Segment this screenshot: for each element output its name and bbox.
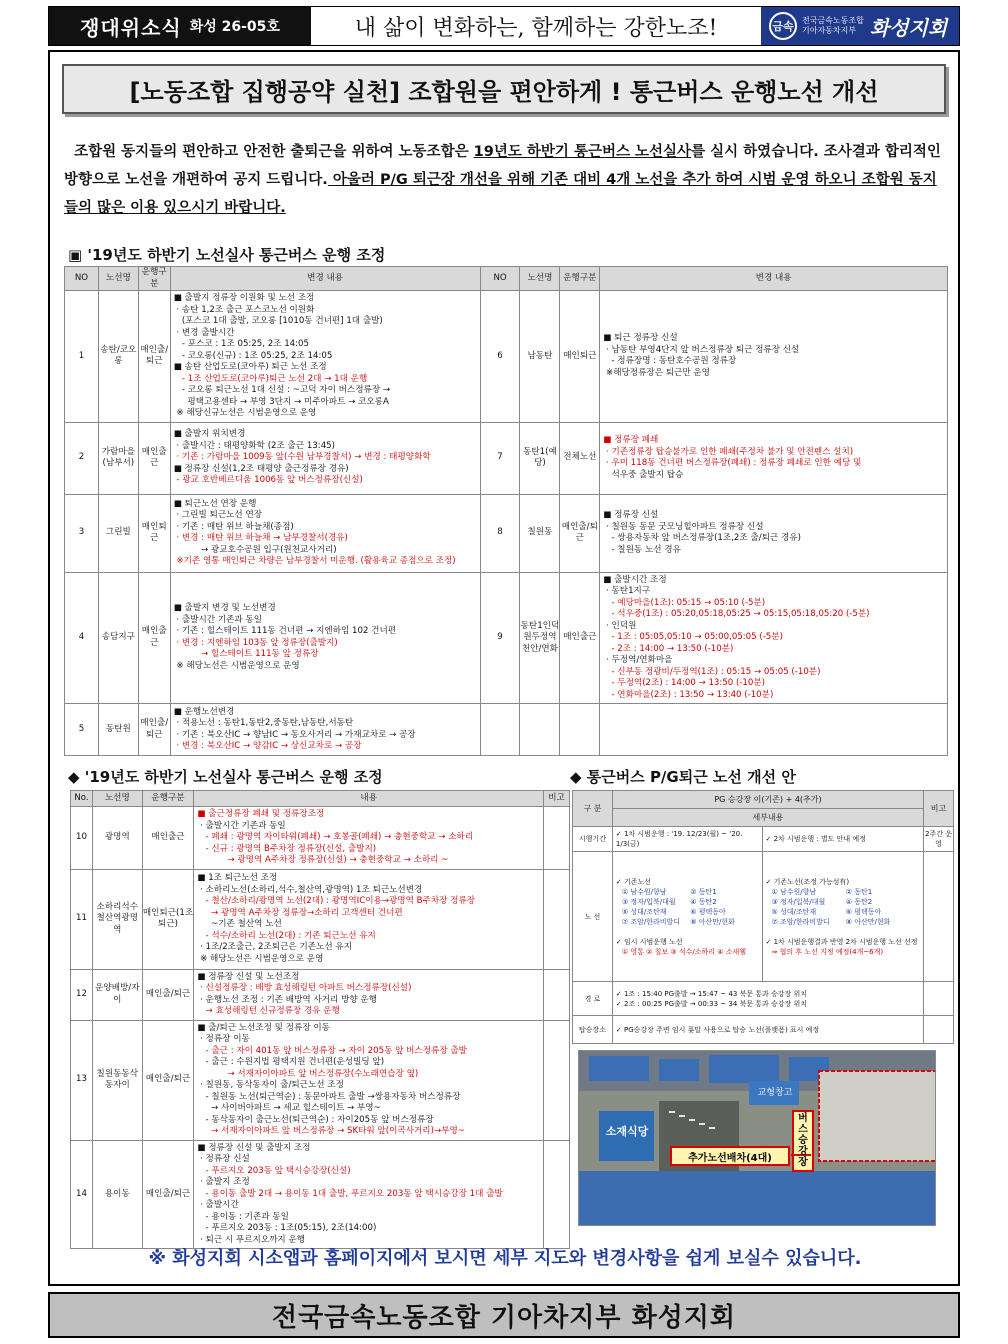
content-line: - 용이동 : 기존과 동일 [197, 1211, 289, 1222]
pg-route-item: ⑤ 성대/조탄재 [621, 907, 667, 916]
intro-text-2: 를 실시 하였습니다. 조사결과 합리적인 방향으로 노선을 개편하여 공지 드립니다. [64, 144, 941, 188]
content-line: ■ 운행노선변경 [173, 706, 235, 717]
table-row [65, 572, 948, 704]
row-no: 9 [480, 572, 520, 704]
row-no: 5 [65, 704, 99, 756]
main-frame [48, 50, 960, 1286]
pg-existing-title: ✓ 기존노선 [615, 877, 652, 886]
content-line: - 예당마을(1조): 05:15 → 05:10 (-5분) [603, 597, 766, 608]
content-line: ■ 1조 퇴근노선 조정 [197, 873, 278, 883]
row-route: 그린빌 [98, 494, 138, 572]
content-line: ■ 출발지 위치변경 [173, 429, 246, 440]
row-type: 매인출근 [138, 422, 170, 494]
content-line: - 신규 : 광명역 B주차장 정류장(신설, 출발지) [197, 843, 377, 854]
content-line: → 사이버아파트 → 세교 힐스테이트 → 부영~ [197, 1103, 381, 1113]
pg-period-a: ✓ 1차 시범운행 : '19. 12/23(월) ~ '20. 1/3(금) [612, 827, 762, 852]
content-line: ※ 해당노선은 시범운영으로 운영 [197, 953, 324, 964]
content-line: - 두정역(2조) : 14:00 → 13:50 (-10분) [603, 678, 766, 688]
org-line1: 전국금속노동조합 [802, 16, 864, 25]
content-line: - 코오롱(신규) : 1조 05:25, 2조 14:05 [173, 350, 333, 361]
content-line: - 신부동 정광비/두정역(1조) : 05:15 → 05:05 (-10분) [603, 666, 821, 677]
pg-routes-bigo [924, 852, 954, 982]
content-line: ■ 정류장 신설(1,2조 태평양 출근정류장 경유) [173, 463, 349, 474]
content-line: · 출발시간 기존과 동일 [197, 820, 286, 831]
pg-header-row-1 [573, 791, 954, 809]
table-row [71, 869, 570, 969]
pg-label-routes: 노 선 [573, 852, 613, 982]
aerial-label-building1: 소재식당 [605, 1125, 649, 1138]
pg-route-item: ② 동탄1 [845, 887, 873, 896]
pg-existing-list [616, 887, 759, 927]
content-line: · 칠원동 동문 굿모닝힐아파트 정류장 신설 [603, 521, 764, 532]
content-line: · 기존 : 힐스테이트 111동 건너편 → 지엔하임 102 건너편 [173, 626, 397, 637]
pg-second-title: ✓ 1차 시범운행결과 반영 2차 시범운행 노선 선정 [765, 937, 918, 946]
row-route: 칠원동동삭동자이 [92, 1020, 142, 1140]
pg-boarding-bigo [924, 1016, 954, 1044]
content-line: ■ 정류장 신설 및 노선조정 [197, 971, 300, 982]
row-no: 3 [65, 494, 99, 572]
pg-row-period [573, 827, 954, 852]
content-line: · 정류장 신설 [197, 1154, 250, 1164]
pg-period-note: 2주간 운영 [924, 827, 954, 852]
content-line: - 연화마을(2조) : 13:50 → 13:40 (-10분) [603, 689, 774, 700]
section2-title: ◆ '19년도 하반기 노선실사 통근버스 운행 조정 [68, 768, 383, 786]
content-line: · 기존정류장 탑승불가로 인한 폐쇄(주정차 불가 및 안전펜스 설치) [603, 446, 854, 457]
row-no: 4 [65, 572, 99, 704]
content-line: ■ 퇴근노선 연장 운행 [173, 498, 257, 509]
aerial-label-building2: 교형창고 [757, 1088, 793, 1098]
content-line: ※ 해당노선은 시범운영으로 운영 [173, 660, 300, 671]
row-route: 남동탄 [520, 291, 560, 423]
content-line: - 출근 : 수원지법 평택지원 건너편(운성빌딩 앞) [197, 1057, 385, 1067]
row-type: 매인출근 [560, 572, 600, 704]
content-line: ■ 정류장 신설 및 출발지 조정 [197, 1142, 311, 1153]
row-bigo [544, 1140, 570, 1249]
org-branch: 화성지회 [869, 15, 948, 40]
pg-route-item: ⑦ 조암/한라비발디 [621, 917, 681, 926]
table-row [65, 422, 948, 494]
row-content [170, 494, 480, 572]
content-line: ■ 송탄 산업도로(코아루) 퇴근 노선 조정 [173, 362, 327, 372]
pg-header-main: PG 승강장 이(기존) + 4(추가) [612, 791, 923, 809]
newsletter-header [48, 6, 960, 46]
row-type: 매인출/퇴근 [138, 291, 170, 423]
table2-header-cell: 내용 [194, 791, 544, 807]
row-content [170, 704, 480, 756]
content-line: - 정류장명 : 동탄호수공원 정류장 [603, 356, 737, 367]
content-line: → 효성해링턴 신규정류장 경유 운행 [197, 1006, 340, 1016]
intro-paragraph [64, 138, 944, 222]
empty-cell [480, 704, 520, 756]
org-logo-block [761, 7, 959, 45]
content-line: - 푸르지오 203동 : 1조(05:15), 2조(14:00) [197, 1223, 377, 1233]
page-title: [노동조합 집행공약 실천] 조합원을 편안하게 ! 통근버스 운행노선 개선 [62, 64, 946, 114]
content-line: → 힐스테이트 111동 앞 정류장 [173, 649, 319, 660]
pg-period-b: ✓ 2차 시범운행 : 별도 안내 예정 [762, 827, 924, 852]
row-route: 송탄/코오롱 [98, 291, 138, 423]
row-type: 매인출/퇴근 [560, 494, 600, 572]
content-line: ■ 출발지 정류장 이원화 및 노선 조정 [173, 293, 315, 303]
content-line: ■ 출발지 변경 및 노선변경 [173, 603, 276, 614]
pg-row-boarding [573, 1016, 954, 1044]
aerial-label-added: 추가노선배차(4대) [688, 1153, 772, 1164]
newsletter-name: 쟁대위소식 [80, 15, 182, 40]
row-no: 6 [480, 291, 520, 423]
table1-header-cell: 변경 내용 [170, 267, 480, 291]
row-type: 전체노선 [560, 422, 600, 494]
row-type: 매인출근 [142, 807, 194, 870]
content-line: · 두정역/연화마을 [603, 655, 673, 665]
content-line: - 포스코 : 1조 05:25, 2조 14:05 [173, 339, 309, 349]
row-route: 동탄1인덕원두정역천안/연화 [520, 572, 560, 704]
pg-path-1: ✓ 1조 : 15:40 PG출발 → 15:47 ~ 43 북문 통과 승강장 위치 [615, 989, 808, 998]
row-no: 1 [65, 291, 99, 423]
pg-row-path [573, 982, 954, 1016]
row-content [194, 807, 544, 870]
content-line: - 광교 호반베르디움 1006동 앞 버스정류장(신설) [173, 475, 363, 486]
row-no: 14 [71, 1140, 93, 1249]
pg-adjusted-list [766, 887, 921, 927]
footer-org-name: 전국금속노동조합 기아차지부 화성지회 [48, 1292, 960, 1338]
row-no: 10 [71, 807, 93, 870]
row-content [170, 291, 480, 423]
table1-header-cell: NO [480, 267, 520, 291]
content-line: · 인덕원 [603, 620, 637, 631]
route-adjust-table-2 [70, 790, 570, 1249]
pg-route-item: ⑧ 아산만/현화 [845, 917, 891, 926]
content-line: · 기존 : 북오산IC → 향남IC → 동오사거리 → 가재교차로 → 공장 [173, 729, 416, 740]
content-line: ■ 출발시간 조정 [603, 574, 667, 585]
pg-header-bigo: 비고 [924, 791, 954, 827]
content-line: · 정류장 이동 [197, 1034, 250, 1044]
pg-route-table [572, 790, 954, 1044]
content-line: ※기존 영통 매인퇴근 차량은 남부경찰서 미운행. (활용육교 종점으로 조정) [173, 556, 456, 566]
row-route: 광명역 [92, 807, 142, 870]
pg-route-item: ④ 동탄2 [845, 897, 873, 906]
pg-label-boarding: 탑승장소 [573, 1016, 613, 1044]
content-line: · 운행노선 조정 : 기존 배방역 사거리 방향 운행 [197, 994, 378, 1005]
content-line: - 1조 : 05:05,05:10 → 05:00,05:05 (-5분) [603, 632, 783, 642]
pg-path-bigo [924, 982, 954, 1016]
content-line: - 코오롱 퇴근노선 1대 신설 : ~고덕 자이 버스정류장 → [173, 385, 391, 395]
table2-header-cell: 노선명 [92, 791, 142, 807]
content-line: - 출근 : 자이 401동 앞 버스정류장 → 자이 205동 앞 버스정류장 출발 [197, 1045, 467, 1056]
row-type: 매인출/퇴근 [142, 1020, 194, 1140]
empty-cell [600, 704, 948, 756]
pg-path-2: ✓ 2조 : 00:25 PG출발 → 00:33 ~ 34 북문 통과 승강장 위치 [615, 999, 808, 1008]
content-line: · 변경 : 북오산IC → 양감IC → 상신교차로 → 공장 [173, 741, 362, 751]
pg-route-item: ③ 정자/입북/대월 [771, 897, 826, 906]
notice-text: ※ 화성지회 시소앱과 홈페이지에서 보시면 세부 지도와 변경사항을 쉽게 보실수 있습니다. [148, 1248, 862, 1269]
content-line: - 2조 : 14:00 → 13:50 (-10분) [603, 643, 734, 654]
pg-temp-title: ✓ 임시 시범운행 노선 [615, 937, 683, 946]
issue-number: 화성 26-05호 [189, 19, 280, 35]
pg-routes-adjusted [762, 852, 924, 982]
row-type: 매인출/퇴근 [142, 969, 194, 1020]
content-line: → 서재자이아파트 앞 버스정류장(수노래연습장 옆) [197, 1068, 419, 1079]
content-line: ■ 정류장 폐쇄 [603, 435, 659, 445]
content-line: ■ 출근정류장 폐쇄 및 정류장조정 [197, 809, 325, 819]
content-line: - 석우중(1조) : 05:20,05:18,05:25 → 05:15,05:18,05:20 (-5분) [603, 609, 870, 619]
pg-adjusted-title: ✓ 기존노선(조정 가능성有) [765, 877, 850, 886]
pg-routes-existing [612, 852, 762, 982]
pg-route-item: ⑦ 조암/한라비발디 [771, 917, 830, 926]
content-line: - 칠원동 노선 경유 [603, 544, 681, 555]
content-line: ■ 퇴근 정류장 신설 [603, 333, 678, 344]
content-line: · 변경 출발시간 [173, 327, 235, 338]
empty-cell [520, 704, 560, 756]
content-line: · 칠원동, 동삭동자이 출/퇴근노선 조정 [197, 1080, 344, 1090]
content-line: · 적용노선 : 동탄1,동탄2,중동탄,남동탄,서동탄 [173, 718, 354, 728]
content-line: · 기존 : 가람마을 1009동 앞(수원 남부경찰서) → 변경 : 태평양화학 [173, 452, 431, 463]
row-type: 매인출근 [138, 572, 170, 704]
row-bigo [544, 869, 570, 969]
row-content [194, 1140, 544, 1249]
table-row [71, 807, 570, 870]
content-line: → 광교호수공원 입구(원천교사거리) [173, 544, 337, 555]
pg-header-row-2 [573, 809, 954, 827]
table1-header-cell: NO [65, 267, 99, 291]
row-bigo [544, 807, 570, 870]
row-no: 11 [71, 869, 93, 969]
aerial-label-stop: 버스승강장 [798, 1113, 808, 1168]
union-logo-icon: 금속 [769, 12, 797, 40]
row-bigo [544, 969, 570, 1020]
content-line: · 송탄 1,2조 출근 포스코노선 이원화 [173, 304, 315, 315]
table1-header-cell: 노선명 [98, 267, 138, 291]
route-adjust-table-1 [64, 266, 948, 756]
empty-cell [560, 704, 600, 756]
table1-header-cell: 노선명 [520, 267, 560, 291]
row-type: 매인퇴근 [138, 494, 170, 572]
row-content [600, 422, 948, 494]
row-type: 매인출/퇴근 [138, 704, 170, 756]
row-content [194, 1020, 544, 1140]
content-line: · 출발지 조정 [197, 1177, 250, 1187]
content-line: · 퇴근 시 푸르지오까지 운행 [197, 1234, 306, 1245]
row-no: 7 [480, 422, 520, 494]
content-line: - 폐쇄 : 광명역 자이타워(폐쇄) → 호봉골(폐쇄) → 충현중학교 → 소하리 [197, 832, 474, 842]
row-content [170, 422, 480, 494]
row-content [600, 572, 948, 704]
row-no: 2 [65, 422, 99, 494]
pg-route-item: ⑧ 아산만/현화 [690, 917, 735, 926]
row-route: 용이동 [92, 1140, 142, 1249]
intro-underline-2: 아울러 P/G 퇴근장 개선을 위해 기존 대비 4개 노선을 추가 하여 시범 운영 하오니 조합원 동지들의 많은 이용 있으시기 바랍니다. [64, 172, 937, 216]
content-line: (포스코 1대 출발, 코오롱 [1010동 건너편] 1대 출발) [173, 316, 383, 326]
content-line: ■ 출/퇴근 노선조정 및 정류장 이동 [197, 1022, 330, 1033]
content-line: · 동탄1지구 [603, 586, 651, 596]
content-line: · 출발시간 기존과 동일 [173, 614, 263, 625]
pg-path [612, 982, 923, 1016]
pg-route-item: ① 남수원/향남 [771, 887, 817, 896]
row-route: 동탄원 [98, 704, 138, 756]
intro-underline-1: 19년도 하반기 통근버스 노선실사 [473, 144, 692, 160]
table2-header-cell: No. [71, 791, 93, 807]
content-line: - 푸르지오 203동 앞 택시승강장(신설) [197, 1165, 351, 1176]
table-row [71, 969, 570, 1020]
row-type: 매인출/퇴근 [142, 1140, 194, 1249]
content-line: · 기존 : 매탄 위브 하늘채(종점) [173, 521, 294, 532]
pg-label-period: 시행기간 [573, 827, 613, 852]
pg-route-item: ⑥ 평택동아 [690, 907, 726, 916]
aerial-map-image [578, 1050, 936, 1226]
pg-route-item: ⑤ 성대/조탄재 [771, 907, 817, 916]
pg-route-item: ② 동탄1 [690, 887, 717, 896]
content-line: → 광명역 A주차장 정류장→소하리 고객센터 건너편 [197, 907, 403, 918]
content-line: ~기존 철산역 노선 [197, 919, 282, 929]
table1-header-cell: 운행구분 [560, 267, 600, 291]
content-line: → 광명역 A주차장 정류장(신설) → 충현중학교 → 소하리 ~ [197, 855, 449, 865]
row-content [170, 572, 480, 704]
table-row [65, 291, 948, 423]
intro-text-1: 조합원 동지들의 편안하고 안전한 출퇴근을 위하여 노동조합은 [74, 144, 474, 160]
pg-boarding: ✓ PG승강장 주변 임시 푯말 사용으로 탑승 노선(플랫폼) 표시 예정 [612, 1016, 923, 1044]
table2-header-cell: 운행구분 [142, 791, 194, 807]
content-line: ■ 정류장 신설 [603, 510, 659, 520]
content-line: - 동삭동자이 출근노선(퇴근역순) : 자이205동 앞 버스정류장 [197, 1114, 434, 1125]
row-route: 가람마을(남부서) [98, 422, 138, 494]
row-no: 13 [71, 1020, 93, 1140]
row-route: 송담지구 [98, 572, 138, 704]
section3-title: ◆ 통근버스 P/G퇴근 노선 개선 안 [570, 768, 796, 786]
pg-route-item: ⑥ 평택동아 [845, 907, 882, 916]
newsletter-name-block [49, 7, 311, 45]
content-line: → 서재자이아파트 앞 버스정류장 → SK타워 앞(이곡사거리)→부영~ [197, 1126, 465, 1136]
content-line: · 신설정류장 : 배방 효성해링턴 아파트 버스정류장(신설) [197, 983, 412, 993]
pg-route-item: ④ 동탄2 [690, 897, 717, 906]
table-row [71, 1020, 570, 1140]
content-line: · 변경 : 지엔하임 103동 앞 정류장(출발지) [173, 637, 338, 648]
org-line2: 기아자동차지부 [802, 26, 857, 35]
row-content [194, 869, 544, 969]
row-no: 8 [480, 494, 520, 572]
content-line: - 용이동 출발 2대 → 용이동 1대 출발, 푸르지오 203동 앞 택시승강장 1대 출발 [197, 1188, 503, 1199]
row-no: 12 [71, 969, 93, 1020]
pg-header-detail: 세부내용 [612, 809, 923, 827]
pg-second-note: ⇒ 협의 후 노선 지정 예정(4개~6개) [771, 947, 884, 956]
pg-row-routes [573, 852, 954, 982]
row-content [194, 969, 544, 1020]
table2-header-row [71, 791, 570, 807]
content-line: · 출발시간 : 태평양화학 (2조 출근 13:45) [173, 440, 335, 451]
content-line: · 1조/2조출근, 2조퇴근은 기존노선 유지 [197, 942, 353, 952]
table-row [65, 494, 948, 572]
content-line: 석우중 출발지 탑승 [603, 469, 684, 480]
content-line: ※해당정류장은 퇴근만 운영 [603, 367, 710, 378]
content-line: · 출발시간 [197, 1200, 239, 1210]
content-line: ※ 해당신규노선은 시범운영으로 운영 [173, 408, 317, 418]
content-line: - 철산/소하리/광명역 노선(2대) : 광명역IC이용→광명역 B주차장 정류장 [197, 896, 476, 906]
pg-route-item: ③ 정자/입북/대월 [621, 897, 676, 906]
pg-temp-list: ① 영통 ② 칠보 ③ 석수/소하리 ④ 소새웰 [621, 947, 747, 956]
row-type: 매인퇴근(1조퇴근) [142, 869, 194, 969]
content-line: · 우미 118동 건너편 버스정류장(폐쇄) : 정류장 폐쇄로 인한 예당 및 [603, 458, 862, 468]
row-bigo [544, 1020, 570, 1140]
content-line: · 그린빌 퇴근노선 연장 [173, 510, 263, 520]
content-line: - 석수/소하리 노선(2대) : 기존 퇴근노선 유지 [197, 930, 376, 941]
content-line: · 남동탄 부영4단지 앞 버스정류장 퇴근 정류장 신설 [603, 344, 800, 355]
table1-header-cell: 변경 내용 [600, 267, 948, 291]
table1-header-row [65, 267, 948, 291]
row-route: 운양배방/자이 [92, 969, 142, 1020]
row-route: 소하리석수철산역광명역 [92, 869, 142, 969]
content-line: · 변경 : 매탄 위브 하늘채 → 남부경찰서(경유) [173, 533, 348, 543]
row-route: 동탄1(예당) [520, 422, 560, 494]
content-line: - 쌍용자동차 앞 버스정류장(1조,2조 출/퇴근 경유) [603, 533, 801, 543]
row-route: 칠원동 [520, 494, 560, 572]
pg-route-item: ① 남수원/향남 [621, 887, 667, 896]
table2-header-cell: 비고 [544, 791, 570, 807]
slogan: 내 삶이 변화하는, 함께하는 강한노조! [354, 15, 718, 41]
table1-header-cell: 운행구분 [138, 267, 170, 291]
pg-header-gubun: 구 분 [573, 791, 613, 827]
pg-label-path: 경 로 [573, 982, 613, 1016]
content-line: - 1조 산업도로(코아루)퇴근 노선 2대 → 1대 운행 [173, 373, 368, 384]
section1-title: ▣ '19년도 하반기 노선실사 통근버스 운행 조정 [68, 246, 386, 264]
row-content [600, 494, 948, 572]
content-line: 평택고용센타 → 부영 3단지 → 미주아파트 → 코오롱A [173, 396, 389, 407]
table-row [71, 1140, 570, 1249]
table-row [65, 704, 948, 756]
content-line: · 소하리노선(소하리,석수,철산역,광명역) 1조 퇴근노선변경 [197, 884, 423, 895]
row-type: 매인퇴근 [560, 291, 600, 423]
row-content [600, 291, 948, 423]
content-line: - 칠원동 노선(퇴근역순) : 동문아파트 출발 →쌍용자동차 버스정류장 [197, 1091, 461, 1102]
org-name [802, 16, 864, 36]
